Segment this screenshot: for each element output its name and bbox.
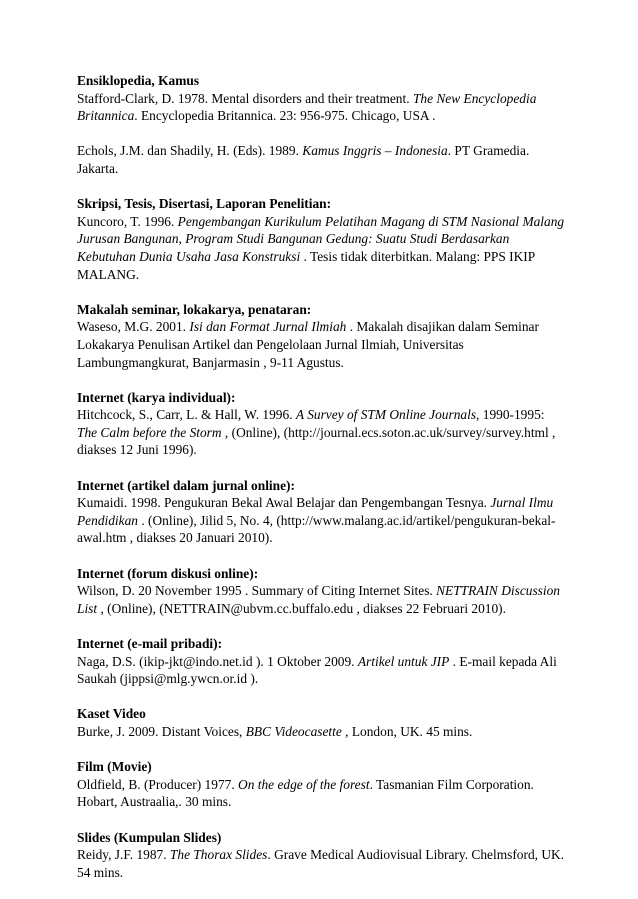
entry-text: , (Online), (http://journal.ecs.soton.ac.uk/survey/survey.html , diakses 12 Juni 1996). bbox=[77, 424, 556, 458]
section-heading: Internet (forum diskusi online): bbox=[77, 565, 259, 581]
entry-text: . E-mail kepada Ali Saukah (jippsi@mlg.ywcn.or.id ). bbox=[77, 653, 557, 687]
entry-text: . PT Gramedia. Jakarta. bbox=[77, 143, 530, 176]
entry-text: Reidy, J.F. 1987. bbox=[77, 847, 170, 863]
section-heading: Ensiklopedia, Kamus bbox=[77, 73, 200, 88]
section-heading: Internet (karya individual): bbox=[77, 389, 236, 405]
section-internet-forum bbox=[77, 565, 567, 618]
entry-title: On the edge of the forest bbox=[238, 776, 370, 792]
reference-entry bbox=[77, 142, 567, 177]
entry-text: . Encyclopedia Britannica. 23: 956-975. Chicago, USA . bbox=[134, 108, 436, 124]
reference-entry bbox=[77, 318, 567, 371]
entry-text: . Grave Medical Audiovisual Library. Chelmsford, UK. 54 mins. bbox=[77, 847, 565, 880]
entry-title: NETTRAIN Discussion List bbox=[77, 583, 560, 616]
entry-title: Artikel untuk JIP bbox=[357, 653, 450, 669]
entry-text: . Makalah disajikan dalam Seminar Lokakarya Penulisan Artikel dan Pengelolaan Jurnal Ilmiah, Universitas Lambungmangkurat, Banjarmasin , 9-11 Agustus. bbox=[77, 319, 539, 370]
entry-text: . (Online), Jilid 5, No. 4, (http://www.malang.ac.id/artikel/pengukuran-bekal-awal.htm , diakses 20 Januari 2010). bbox=[77, 512, 556, 546]
section-heading: Internet (e-mail pribadi): bbox=[77, 636, 223, 651]
entry-text: Waseso, M.G. 2001. bbox=[77, 319, 190, 335]
section-kaset-video bbox=[77, 705, 567, 740]
section-heading: Film (Movie) bbox=[77, 759, 152, 775]
entry-text: Wilson, D. 20 November 1995 . Summary of Citing Internet Sites. bbox=[77, 583, 437, 599]
entry-text: , 1990-1995: bbox=[476, 407, 545, 423]
entry-text: Naga, D.S. (ikip-jkt@indo.net.id ). 1 Oktober 2009. bbox=[77, 653, 358, 669]
entry-title: A Survey of STM Online Journals bbox=[295, 407, 477, 423]
section-film bbox=[77, 758, 567, 811]
section-internet-email bbox=[77, 635, 567, 688]
entry-title: The New Encyclopedia Britannica bbox=[77, 90, 537, 124]
entry-text: Kuncoro, T. 1996. bbox=[77, 213, 178, 229]
section-makalah bbox=[77, 301, 567, 371]
entry-title: Kamus Inggris – Indonesia bbox=[302, 143, 448, 159]
reference-entry bbox=[77, 213, 567, 283]
entry-text: . Tasmanian Film Corporation. Hobart, Austraalia,. 30 mins. bbox=[77, 776, 534, 810]
entry-title: Pengembangan Kurikulum Pelatihan Magang di STM Nasional Malang Jurusan Bangunan, Program Studi Bangunan Gedung: Suatu Studi Berdasarkan Kebutuhan Dunia Usaha Jasa Konstruksi bbox=[77, 213, 565, 264]
reference-entry bbox=[77, 846, 567, 881]
section-ensiklopedia bbox=[77, 72, 567, 178]
section-heading: Makalah seminar, lokakarya, penataran: bbox=[77, 301, 312, 317]
entry-title: Isi dan Format Jurnal Ilmiah bbox=[189, 319, 347, 335]
section-heading: Kaset Video bbox=[77, 706, 146, 722]
entry-title: BBC Videocasette bbox=[245, 723, 342, 739]
section-heading: Internet (artikel dalam jurnal online): bbox=[77, 477, 295, 493]
reference-entry bbox=[77, 723, 567, 741]
section-heading: Slides (Kumpulan Slides) bbox=[77, 829, 222, 845]
entry-title: Jurnal Ilmu Pendidikan bbox=[77, 495, 554, 528]
entry-text: Echols, J.M. dan Shadily, H. (Eds). 1989. bbox=[77, 143, 303, 159]
section-internet-individual bbox=[77, 389, 567, 459]
entry-text: Stafford-Clark, D. 1978. Mental disorders and their treatment. bbox=[77, 90, 413, 106]
section-internet-jurnal bbox=[77, 477, 567, 547]
reference-entry bbox=[77, 494, 567, 547]
entry-text: Kumaidi. 1998. Pengukuran Bekal Awal Belajar dan Pengembangan Tesnya. bbox=[77, 495, 491, 511]
entry-text: , (Online), (NETTRAIN@ubvm.cc.buffalo.edu , diakses 22 Februari 2010). bbox=[97, 600, 506, 616]
reference-entry bbox=[77, 406, 567, 459]
reference-entry bbox=[77, 582, 567, 617]
document-page bbox=[77, 72, 567, 899]
reference-entry bbox=[77, 653, 567, 688]
entry-title: The Thorax Slides bbox=[169, 847, 268, 863]
reference-entry bbox=[77, 776, 567, 811]
entry-text: . Tesis tidak diterbitkan. Malang: PPS IKIP MALANG. bbox=[77, 248, 535, 282]
entry-text: Burke, J. 2009. Distant Voices, bbox=[77, 723, 246, 739]
reference-entry bbox=[77, 90, 567, 125]
section-skripsi bbox=[77, 195, 567, 283]
entry-text: Oldfield, B. (Producer) 1977. bbox=[77, 776, 239, 792]
entry-text: Hitchcock, S., Carr, L. & Hall, W. 1996. bbox=[77, 407, 296, 423]
section-slides bbox=[77, 829, 567, 882]
entry-text: , London, UK. 45 mins. bbox=[341, 723, 473, 739]
entry-title: The Calm before the Storm bbox=[77, 424, 222, 440]
section-heading: Skripsi, Tesis, Disertasi, Laporan Penelitian: bbox=[77, 196, 332, 212]
